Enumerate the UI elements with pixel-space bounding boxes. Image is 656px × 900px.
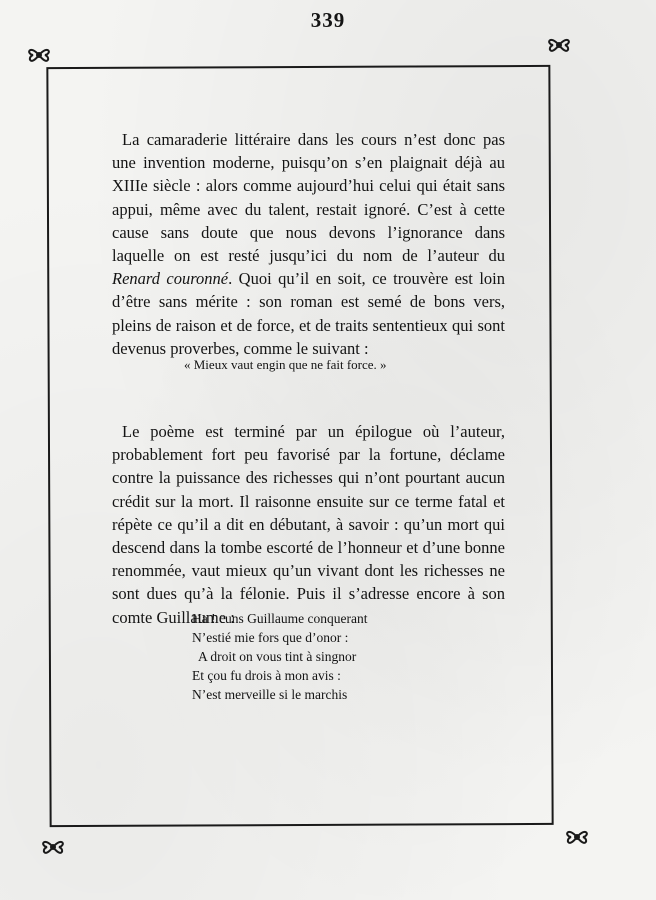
paragraph-1-text-a: La camaraderie littéraire dans les cours n’est donc pas une invention moderne, puisqu’on s’en plaignait déjà au XIIIe siècle : alors comme aujourd’hui celui qui était sans appui, même avec du talent, restait ignoré. C’est à cette cause sans doute que nous devons l’ignorance dans laquelle on est resté jusqu’ici du nom de l’auteur du xyxy=(112,130,505,266)
fleuron-icon xyxy=(544,30,574,60)
verse-line: Ha ! cuns Guillaume conquerant xyxy=(192,611,368,626)
paragraph-epilogue: Le poème est terminé par un épilogue où l’auteur, probablement fort peu favorisé par la fortune, déclame contre la puissance des richesses qui n’ont pourtant aucun crédit sur la mort. Il raisonne ensuite sur ce terme fatal et répète ce qu’il a dit en débutant, à savoir : qu’un mort qui descend dans la tombe escorté de l’honneur et d’une bonne renommée, vaut mieux qu’un vivant dont les richesses ne sont dues qu’à la félonie. Puis il s’adresse encore à son comte Guillaume : xyxy=(112,422,505,627)
fleuron-icon xyxy=(38,832,68,862)
verse-line: N’est merveille si le marchis xyxy=(192,687,348,702)
page-number: 339 xyxy=(310,8,346,32)
proverb-quote: « Mieux vaut engin que ne fait force. » xyxy=(184,357,387,372)
verse-block xyxy=(192,609,367,704)
work-title-renard-couronne: Renard couronné xyxy=(112,269,229,289)
fleuron-icon xyxy=(24,40,54,70)
verse-line: A droit on vous tint à singnor xyxy=(198,649,357,664)
verse-line: Et çou fu drois à mon avis : xyxy=(192,668,341,683)
paragraph-1-text-b: . Quoi qu’il en soit, ce trouvère est loin d’être sans mérite : son roman est semé de bons vers, pleins de raison et de force, et de traits sententieux qui sont devenus proverbes, comme le suivant : xyxy=(112,269,505,358)
verse-line: N’estié mie fors que d’onor : xyxy=(192,630,349,645)
fleuron-icon xyxy=(562,822,592,852)
paragraph-camaraderie xyxy=(112,128,505,360)
